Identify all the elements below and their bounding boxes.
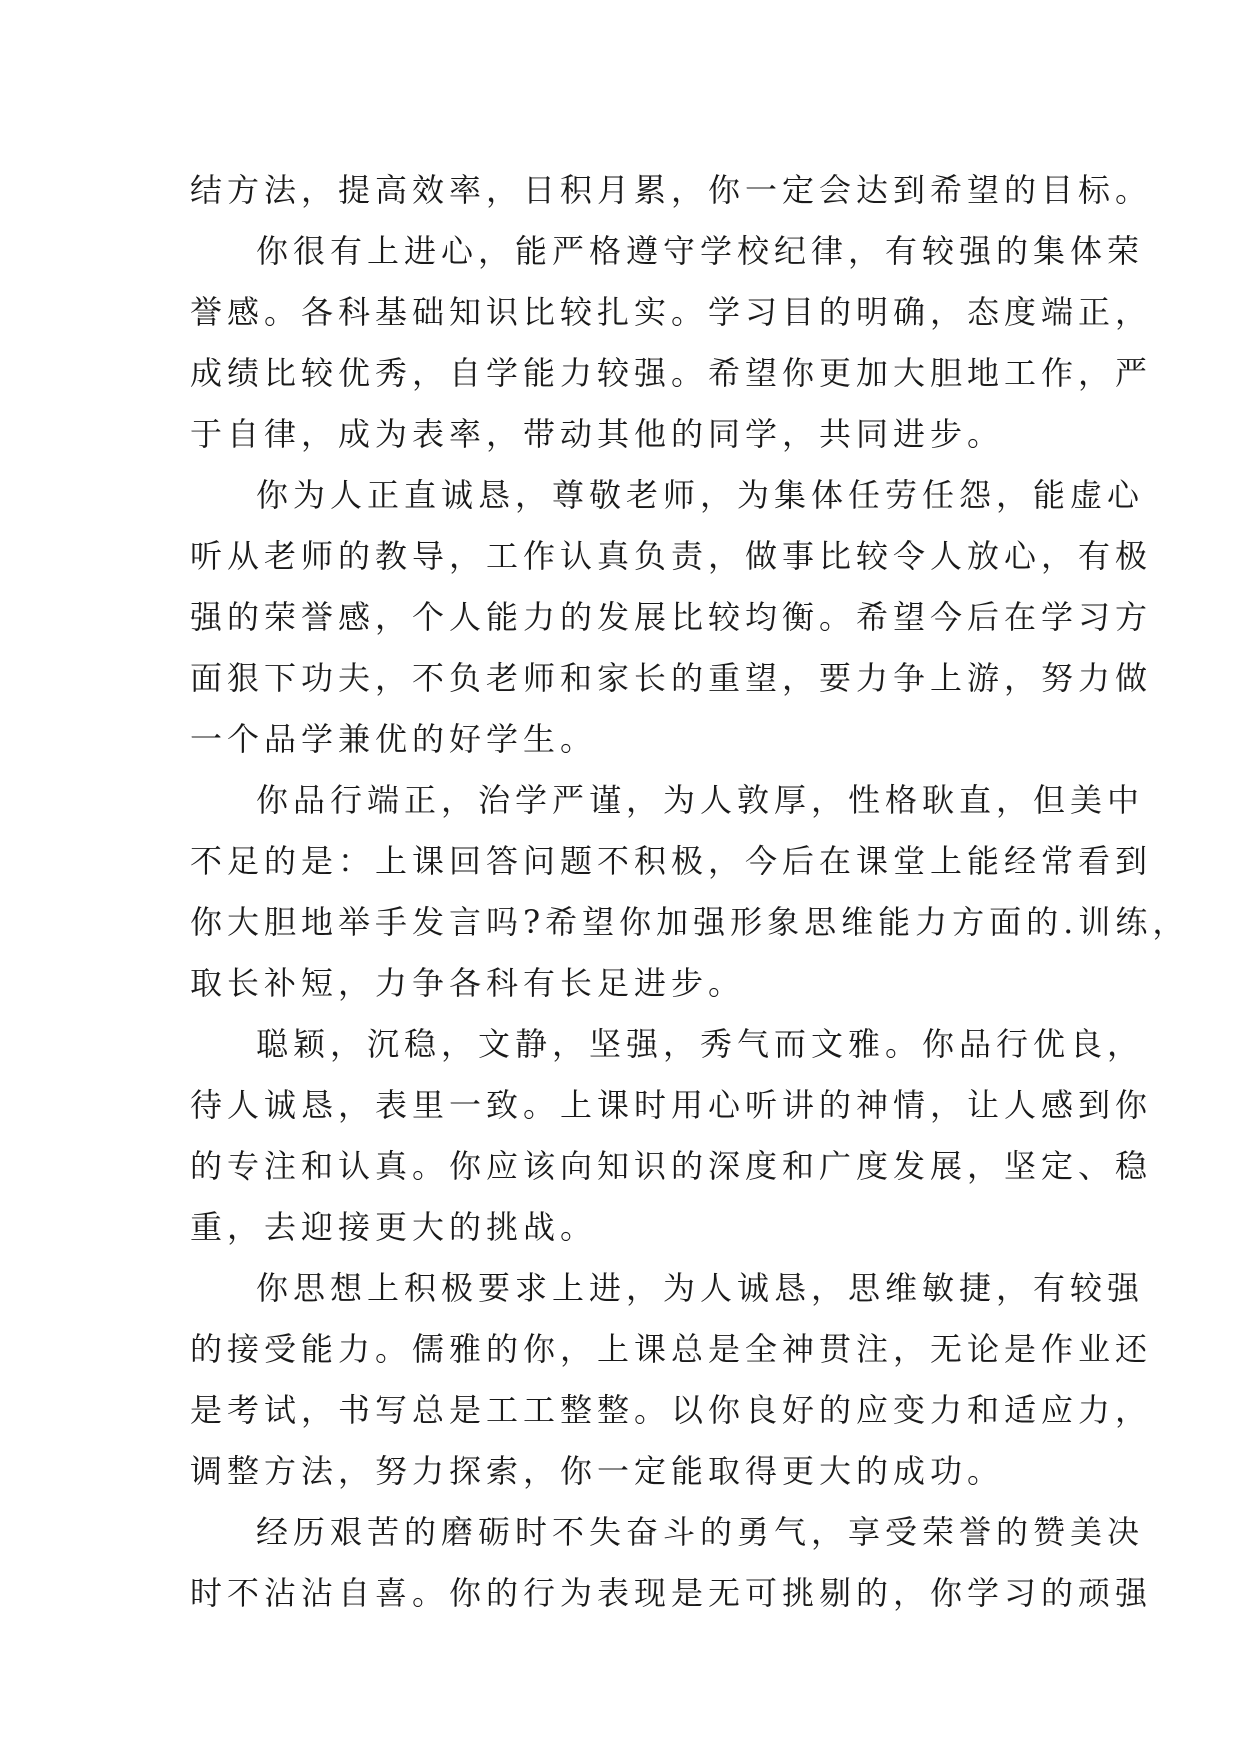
text-line: 面狠下功夫，不负老师和家长的重望，要力争上游，努力做	[190, 659, 1153, 697]
paragraph-start-line: 你为人正直诚恳，尊敬老师，为集体任劳任怨，能虚心	[256, 476, 1145, 514]
text-line: 听从老师的教导，工作认真负责，做事比较令人放心，有极	[190, 537, 1153, 575]
text-line: 成绩比较优秀，自学能力较强。希望你更加大胆地工作，严	[190, 354, 1153, 392]
text-line: 于自律，成为表率，带动其他的同学，共同进步。	[190, 415, 1005, 453]
paragraph-start-line: 你很有上进心，能严格遵守学校纪律，有较强的集体荣	[256, 232, 1145, 270]
text-line: 誉感。各科基础知识比较扎实。学习目的明确，态度端正，	[190, 293, 1153, 331]
text-line: 重，去迎接更大的挑战。	[190, 1208, 598, 1246]
text-line: 是考试，书写总是工工整整。以你良好的应变力和适应力，	[190, 1391, 1153, 1429]
text-line: 不足的是：上课回答问题不积极，今后在课堂上能经常看到	[190, 842, 1153, 880]
text-line: 你大胆地举手发言吗?希望你加强形象思维能力方面的.训练，	[190, 903, 1190, 941]
text-line: 时不沾沾自喜。你的行为表现是无可挑剔的，你学习的顽强	[190, 1574, 1153, 1612]
text-line: 取长补短，力争各科有长足进步。	[190, 964, 746, 1002]
text-line: 调整方法，努力探索，你一定能取得更大的成功。	[190, 1452, 1005, 1490]
paragraph-start-line: 经历艰苦的磨砺时不失奋斗的勇气，享受荣誉的赞美决	[256, 1513, 1145, 1551]
text-line: 一个品学兼优的好学生。	[190, 720, 598, 758]
document-body	[190, 160, 1190, 1624]
paragraph-start-line: 你思想上积极要求上进，为人诚恳，思维敏捷，有较强	[256, 1269, 1145, 1307]
text-line: 待人诚恳，表里一致。上课时用心听讲的神情，让人感到你	[190, 1086, 1153, 1124]
text-line: 的接受能力。儒雅的你，上课总是全神贯注，无论是作业还	[190, 1330, 1153, 1368]
text-line: 结方法，提高效率，日积月累，你一定会达到希望的目标。	[190, 171, 1153, 209]
text-line: 强的荣誉感，个人能力的发展比较均衡。希望今后在学习方	[190, 598, 1153, 636]
paragraph-start-line: 你品行端正，治学严谨，为人敦厚，性格耿直，但美中	[256, 781, 1145, 819]
paragraph-start-line: 聪颖，沉稳，文静，坚强，秀气而文雅。你品行优良，	[256, 1025, 1145, 1063]
text-line: 的专注和认真。你应该向知识的深度和广度发展，坚定、稳	[190, 1147, 1153, 1185]
